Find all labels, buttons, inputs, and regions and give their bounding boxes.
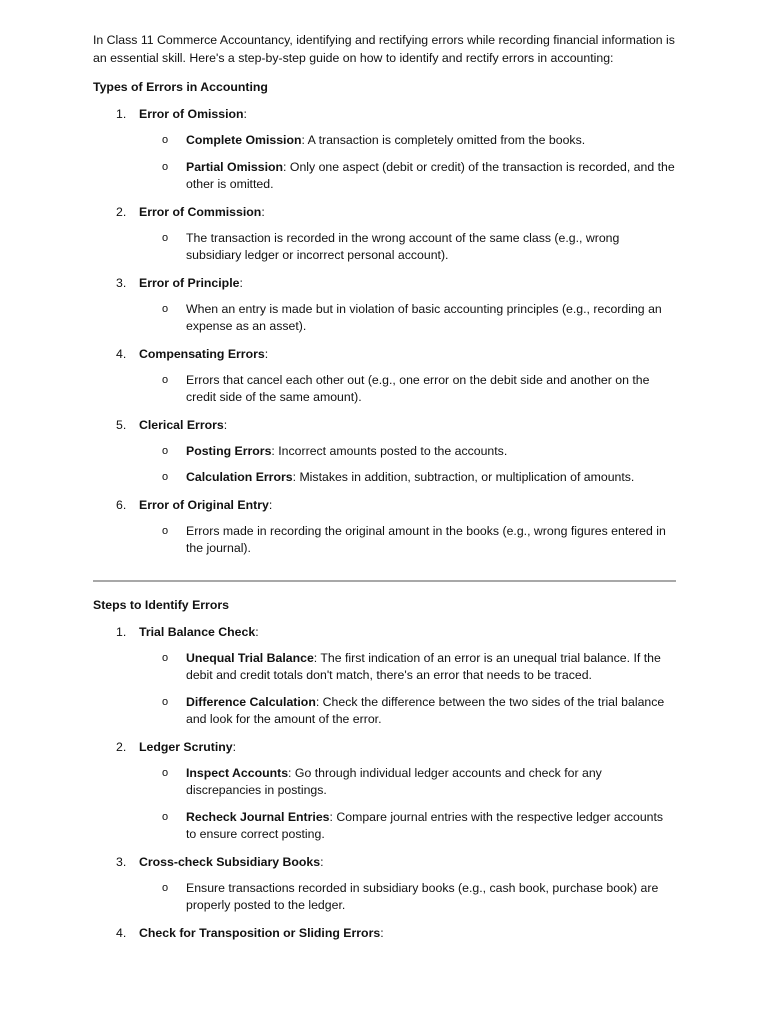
bullet-item-term: Partial Omission — [186, 159, 284, 174]
bullet-item-term: Difference Calculation — [186, 694, 316, 709]
section-heading-steps-to-identify: Steps to Identify Errors — [93, 597, 229, 612]
list-item-title: Error of Principle — [139, 275, 240, 290]
bullet-icon: o — [162, 695, 169, 708]
bullet-item-text: : Go through individual ledger accounts and check for any discrepancies in postings. — [186, 765, 602, 797]
list-number: 4. — [116, 346, 127, 361]
bullet-list-item — [93, 301, 676, 336]
bullet-list-item — [93, 650, 676, 685]
bullet-list-item — [93, 159, 676, 194]
bullet-item-text: When an entry is made but in violation of basic accounting principles (e.g., recording an expense as an asset). — [186, 301, 662, 333]
bullet-item-term: Unequal Trial Balance — [186, 650, 314, 665]
bullet-icon: o — [162, 302, 169, 315]
bullet-icon: o — [162, 524, 169, 537]
bullet-item-text: : Check the difference between the two sides of the trial balance and look for the amount of the error. — [186, 694, 665, 726]
bullet-icon: o — [162, 471, 169, 483]
list-number: 5. — [116, 417, 127, 432]
bullet-item-text: : Only one aspect (debit or credit) of the transaction is recorded, and the other is omitted. — [186, 159, 675, 191]
bullet-list-item — [93, 443, 676, 461]
bullet-list-item — [93, 880, 676, 915]
bullet-icon: o — [162, 881, 169, 894]
list-item-title: Ledger Scrutiny — [139, 739, 233, 754]
document-page — [93, 32, 676, 951]
numbered-list-item — [93, 274, 676, 292]
bullet-item-text: Ensure transactions recorded in subsidiary books (e.g., cash book, purchase book) are properly posted to the ledger. — [186, 880, 659, 912]
bullet-item-text: : Incorrect amounts posted to the accounts. — [271, 443, 508, 458]
bullet-item-text: : The first indication of an error is an unequal trial balance. If the debit and credit totals don't match, there's an error that needs to be traced. — [186, 650, 661, 682]
numbered-list-item — [93, 203, 676, 221]
bullet-icon: o — [162, 810, 169, 823]
bullet-list-item — [93, 523, 676, 558]
bullet-icon: o — [162, 134, 169, 146]
bullet-list-item — [93, 809, 676, 844]
bullet-icon: o — [162, 651, 169, 664]
list-item-title: Error of Commission — [139, 204, 262, 219]
list-item-title: Compensating Errors — [139, 346, 265, 361]
bullet-icon: o — [162, 231, 169, 244]
list-item-title: Clerical Errors — [139, 417, 224, 432]
bullet-item-term: Posting Errors — [186, 443, 272, 458]
numbered-list-item — [93, 105, 676, 123]
bullet-list-item — [93, 372, 676, 407]
list-item-title-suffix: : — [239, 275, 243, 290]
list-item-title: Cross-check Subsidiary Books — [139, 854, 321, 869]
numbered-list-item — [93, 623, 676, 641]
list-item-title: Trial Balance Check — [139, 624, 256, 639]
list-item-title-suffix: : — [380, 925, 384, 940]
list-item-title-suffix: : — [255, 624, 259, 639]
bullet-item-text: Errors made in recording the original amount in the books (e.g., wrong figures entered in the journal). — [186, 523, 666, 555]
bullet-list-item — [93, 694, 676, 729]
numbered-list-item — [93, 924, 676, 942]
numbered-list-item — [93, 496, 676, 514]
list-number: 2. — [116, 739, 127, 754]
list-number: 4. — [116, 925, 127, 940]
list-item-title: Check for Transposition or Sliding Errors — [139, 925, 381, 940]
intro-paragraph: In Class 11 Commerce Accountancy, identifying and rectifying errors while recording financial information is an essential skill. Here's a step-by-step guide on how to identify and rectify errors in accounting: — [93, 33, 675, 65]
list-item-title-suffix: : — [261, 204, 265, 219]
bullet-icon: o — [162, 373, 169, 386]
list-item-title-suffix: : — [320, 854, 324, 869]
numbered-list-item — [93, 853, 676, 871]
list-number: 3. — [116, 854, 127, 869]
types-of-errors-list — [93, 105, 676, 558]
bullet-item-text: : Compare journal entries with the respective ledger accounts to ensure correct posting. — [186, 809, 664, 841]
list-number: 1. — [116, 107, 127, 121]
bullet-item-term: Recheck Journal Entries — [186, 809, 330, 824]
bullet-item-text: : A transaction is completely omitted from the books. — [301, 133, 586, 147]
bullet-list-item — [93, 132, 676, 150]
list-item-title: Error of Original Entry — [139, 497, 269, 512]
numbered-list-item — [93, 416, 676, 434]
bullet-icon: o — [162, 444, 169, 457]
list-number: 6. — [116, 497, 127, 512]
list-item-title: Error of Omission — [139, 107, 244, 121]
list-item-title-suffix: : — [268, 497, 273, 512]
numbered-list-item — [93, 345, 676, 363]
list-item-title-suffix: : — [264, 346, 269, 361]
horizontal-rule — [93, 580, 676, 582]
section-heading-types-of-errors: Types of Errors in Accounting — [93, 80, 268, 94]
bullet-item-term: Inspect Accounts — [186, 765, 289, 780]
bullet-list-item — [93, 230, 676, 265]
list-number: 3. — [116, 275, 127, 290]
list-number: 2. — [116, 204, 127, 219]
steps-to-identify-list — [93, 623, 676, 942]
bullet-icon: o — [162, 160, 169, 173]
bullet-icon: o — [162, 766, 169, 779]
list-number: 1. — [116, 624, 127, 639]
bullet-item-term: Calculation Errors — [186, 470, 293, 484]
list-item-title-suffix: : — [223, 417, 228, 432]
bullet-item-text: Errors that cancel each other out (e.g., one error on the debit side and another on the credit side of the same amount). — [186, 372, 650, 404]
numbered-list-item — [93, 738, 676, 756]
list-item-title-suffix: : — [232, 739, 237, 754]
bullet-item-text: The transaction is recorded in the wrong account of the same class (e.g., wrong subsidiary ledger or incorrect personal account). — [186, 230, 620, 262]
bullet-item-text: : Mistakes in addition, subtraction, or multiplication of amounts. — [292, 470, 635, 484]
bullet-list-item — [93, 765, 676, 800]
bullet-item-term: Complete Omission — [186, 133, 302, 147]
list-item-title-suffix: : — [243, 107, 247, 121]
bullet-list-item — [93, 469, 676, 487]
